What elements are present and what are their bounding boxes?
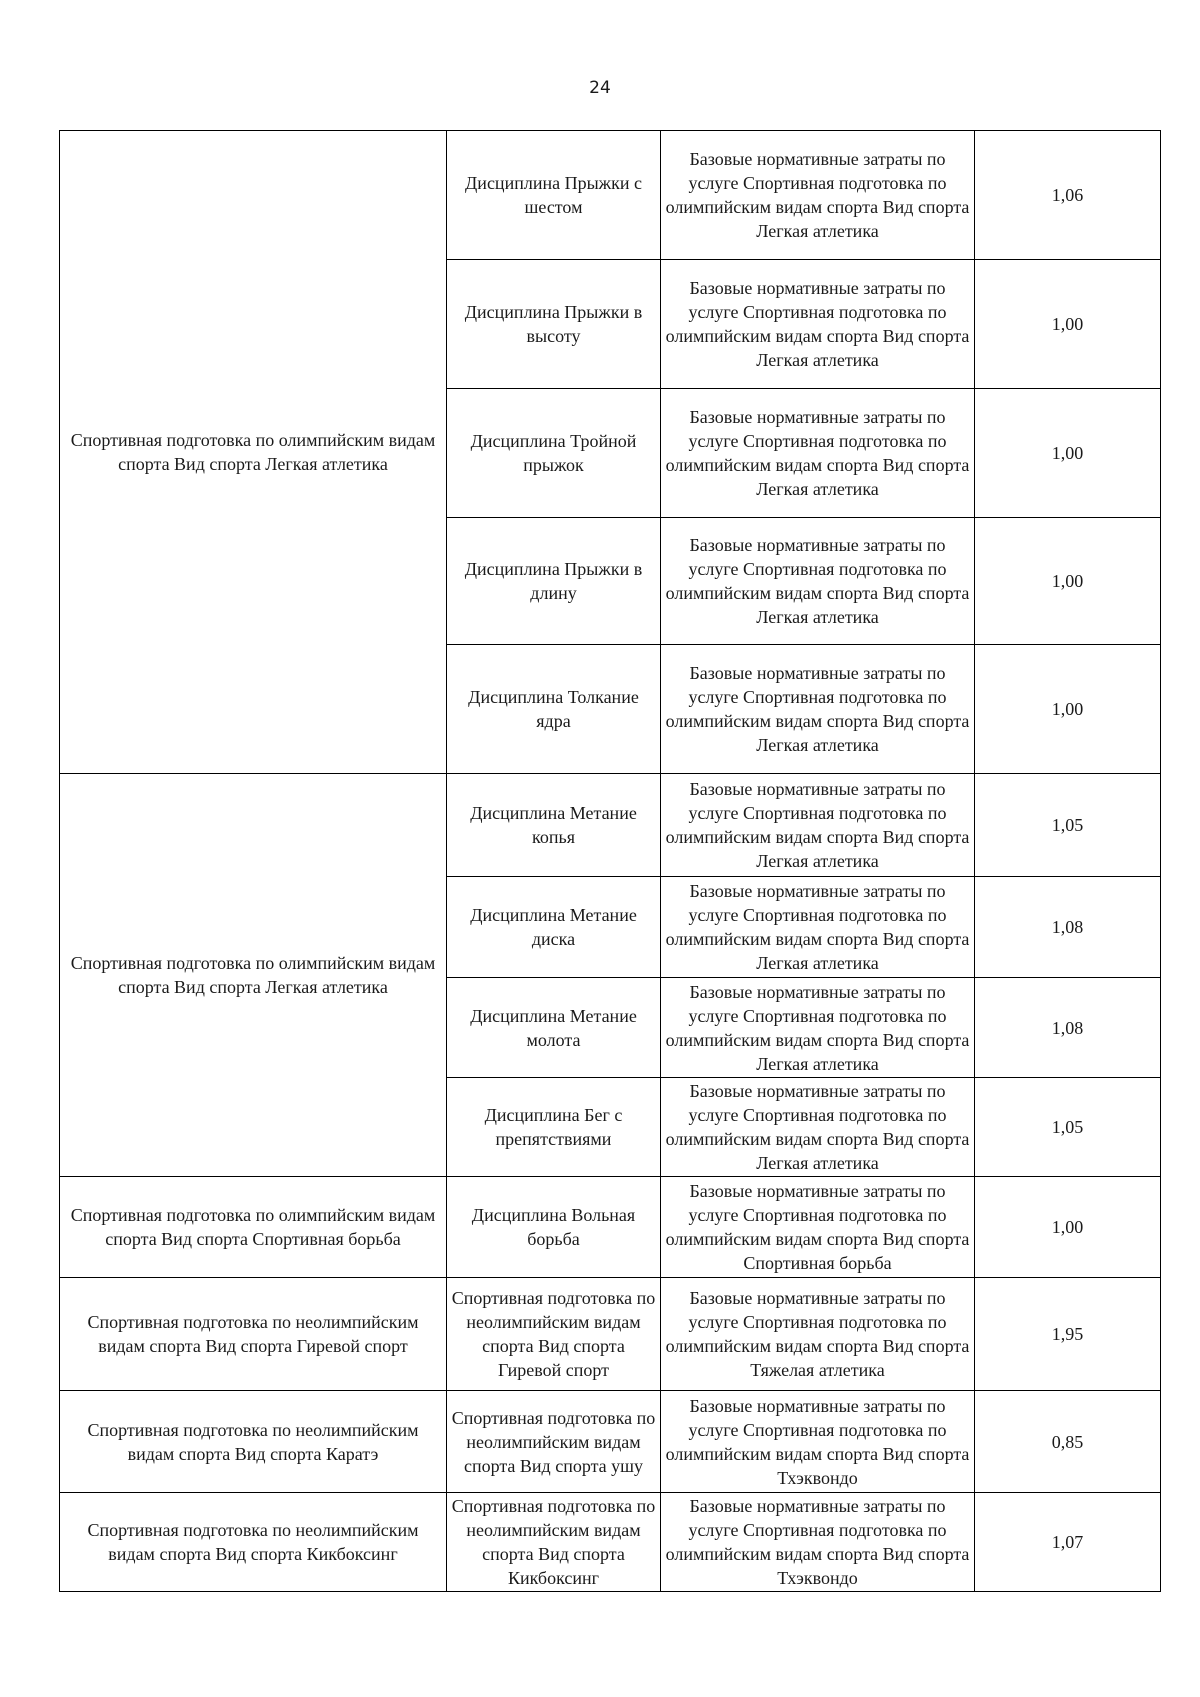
discipline-cell: Дисциплина Бег с препятствиями xyxy=(447,1078,661,1177)
coefficient-cell: 1,95 xyxy=(975,1278,1161,1391)
discipline-cell: Дисциплина Толкание ядра xyxy=(447,645,661,774)
norm-cell: Базовые нормативные затраты по услуге Спортивная подготовка по олимпийским видам спорта Вид спорта Легкая атлетика xyxy=(661,978,975,1078)
service-name: Спортивная подготовка по олимпийским видам спорта Вид спорта Легкая атлетика xyxy=(70,430,436,474)
norm-cell: Базовые нормативные затраты по услуге Спортивная подготовка по олимпийским видам спорта Вид спорта Легкая атлетика xyxy=(661,518,975,645)
norm-cell: Базовые нормативные затраты по услуге Спортивная подготовка по олимпийским видам спорта Вид спорта Легкая атлетика xyxy=(661,260,975,389)
coefficient-cell: 1,00 xyxy=(975,518,1161,645)
discipline-cell: Спортивная подготовка по неолимпийским видам спорта Вид спорта Кикбоксинг xyxy=(447,1493,661,1592)
coefficient-cell: 1,00 xyxy=(975,1177,1161,1278)
coefficient-cell: 1,07 xyxy=(975,1493,1161,1592)
discipline-cell: Дисциплина Прыжки с шестом xyxy=(447,131,661,260)
norm-cell: Базовые нормативные затраты по услуге Спортивная подготовка по олимпийским видам спорта Вид спорта Легкая атлетика xyxy=(661,131,975,260)
norm-cell: Базовые нормативные затраты по услуге Спортивная подготовка по олимпийским видам спорта Вид спорта Легкая атлетика xyxy=(661,389,975,518)
discipline-cell: Дисциплина Метание диска xyxy=(447,877,661,978)
table-row xyxy=(60,1278,1161,1391)
coefficient-cell: 1,08 xyxy=(975,877,1161,978)
norm-cell: Базовые нормативные затраты по услуге Спортивная подготовка по олимпийским видам спорта Вид спорта Тхэквондо xyxy=(661,1493,975,1592)
norm-cell: Базовые нормативные затраты по услуге Спортивная подготовка по олимпийским видам спорта Вид спорта Спортивная борьба xyxy=(661,1177,975,1278)
coefficient-cell: 1,08 xyxy=(975,978,1161,1078)
table-row xyxy=(60,131,1161,260)
discipline-cell: Дисциплина Прыжки в длину xyxy=(447,518,661,645)
service-cell: Спортивная подготовка по олимпийским видам спорта Вид спорта Спортивная борьба xyxy=(60,1177,447,1278)
service-cell: Спортивная подготовка по неолимпийским видам спорта Вид спорта Гиревой спорт xyxy=(60,1278,447,1391)
service-cell: Спортивная подготовка по неолимпийским видам спорта Вид спорта Кикбоксинг xyxy=(60,1493,447,1592)
discipline-cell: Дисциплина Вольная борьба xyxy=(447,1177,661,1278)
discipline-cell: Спортивная подготовка по неолимпийским видам спорта Вид спорта Гиревой спорт xyxy=(447,1278,661,1391)
service-cell: Спортивная подготовка по неолимпийским видам спорта Вид спорта Каратэ xyxy=(60,1391,447,1493)
norm-cell: Базовые нормативные затраты по услуге Спортивная подготовка по олимпийским видам спорта Вид спорта Легкая атлетика xyxy=(661,774,975,877)
discipline-cell: Дисциплина Тройной прыжок xyxy=(447,389,661,518)
discipline-cell: Дисциплина Метание копья xyxy=(447,774,661,877)
service-cell xyxy=(60,774,447,1177)
service-name: Спортивная подготовка по олимпийским видам спорта Вид спорта Легкая атлетика xyxy=(70,953,436,997)
page-number: 24 xyxy=(589,78,611,98)
norm-cell: Базовые нормативные затраты по услуге Спортивная подготовка по олимпийским видам спорта Вид спорта Тяжелая атлетика xyxy=(661,1278,975,1391)
coefficient-cell: 1,00 xyxy=(975,260,1161,389)
discipline-cell: Спортивная подготовка по неолимпийским видам спорта Вид спорта ушу xyxy=(447,1391,661,1493)
norm-cell: Базовые нормативные затраты по услуге Спортивная подготовка по олимпийским видам спорта Вид спорта Легкая атлетика xyxy=(661,1078,975,1177)
table-row xyxy=(60,1177,1161,1278)
discipline-cell: Дисциплина Прыжки в высоту xyxy=(447,260,661,389)
norm-cell: Базовые нормативные затраты по услуге Спортивная подготовка по олимпийским видам спорта Вид спорта Легкая атлетика xyxy=(661,877,975,978)
norms-table xyxy=(59,130,1161,1592)
coefficient-cell: 1,00 xyxy=(975,645,1161,774)
coefficient-cell: 1,06 xyxy=(975,131,1161,260)
norm-cell: Базовые нормативные затраты по услуге Спортивная подготовка по олимпийским видам спорта Вид спорта Тхэквондо xyxy=(661,1391,975,1493)
service-cell xyxy=(60,131,447,774)
table-row xyxy=(60,774,1161,877)
coefficient-cell: 0,85 xyxy=(975,1391,1161,1493)
discipline-cell: Дисциплина Метание молота xyxy=(447,978,661,1078)
table-row xyxy=(60,1391,1161,1493)
coefficient-cell: 1,05 xyxy=(975,1078,1161,1177)
coefficient-cell: 1,05 xyxy=(975,774,1161,877)
norm-cell: Базовые нормативные затраты по услуге Спортивная подготовка по олимпийским видам спорта Вид спорта Легкая атлетика xyxy=(661,645,975,774)
coefficient-cell: 1,00 xyxy=(975,389,1161,518)
table-row xyxy=(60,1493,1161,1592)
